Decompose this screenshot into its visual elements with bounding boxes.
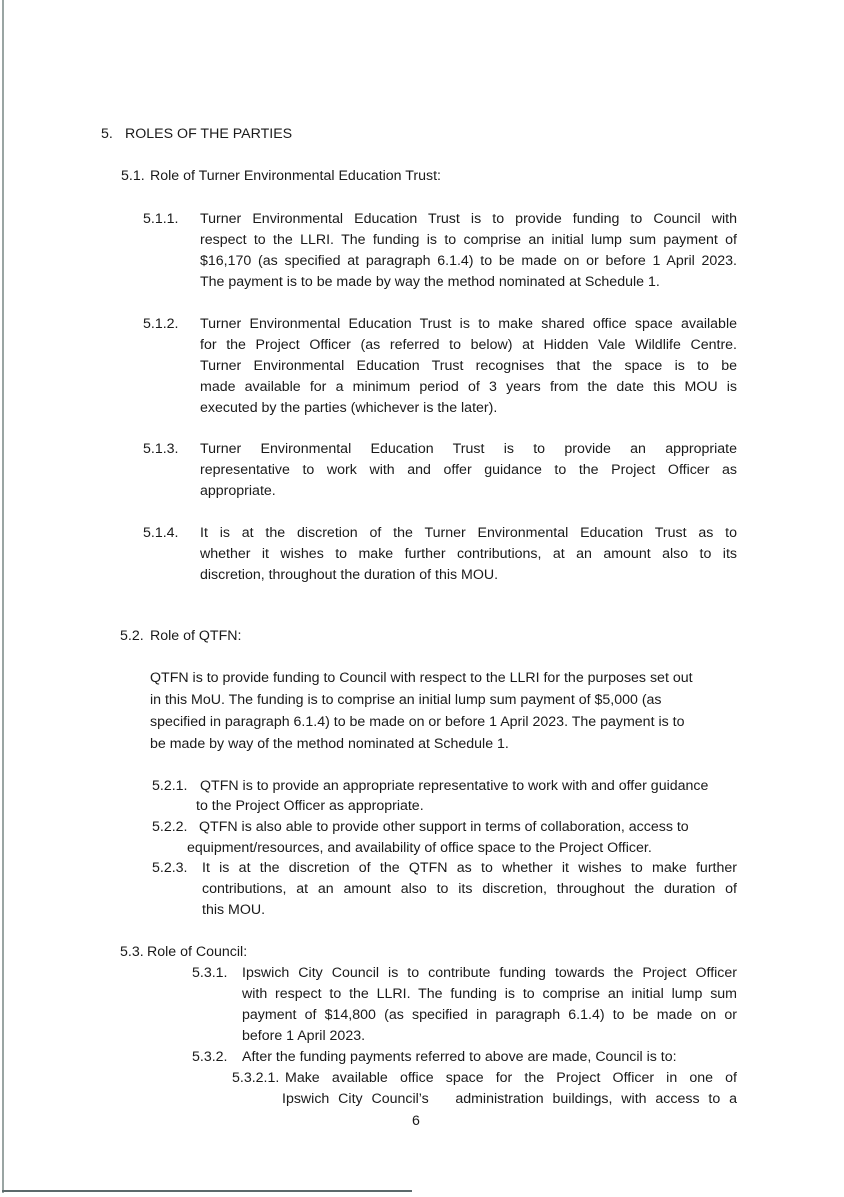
subsection-number: 5.3. — [120, 944, 144, 960]
subsection-title: Role of Council: — [147, 944, 248, 960]
section-title: ROLES OF THE PARTIES — [125, 126, 293, 142]
clause-line: this MOU. — [202, 902, 266, 918]
clause-line: Turner Environmental Education Trust is to provide an appropriate — [200, 441, 737, 457]
clause-number: 5.1.1. — [143, 211, 179, 227]
clause-line: representative to work with and offer guidance to the Project Officer as — [200, 462, 737, 478]
clause-line: $16,170 (as specified at paragraph 6.1.4) to be made on or before 1 April 2023. — [200, 253, 737, 269]
clause-line: whether it wishes to make further contributions, at an amount also to its — [200, 546, 737, 562]
clause-line: Turner Environmental Education Trust recognises that the space is to be — [200, 358, 737, 374]
clause-line: with respect to the LLRI. The funding is to comprise an initial lump sum — [242, 986, 737, 1002]
clause-line: Turner Environmental Education Trust is to provide funding to Council with — [200, 211, 737, 227]
subsection-title: Role of QTFN: — [150, 628, 242, 644]
clause-line: QTFN is also able to provide other support in terms of collaboration, access to — [199, 819, 689, 835]
clause-line: for the Project Officer (as referred to below) at Hidden Vale Wildlife Centre. — [200, 337, 737, 353]
page-bottom-border — [2, 1190, 412, 1192]
clause-line: QTFN is to provide an appropriate representative to work with and offer guidance — [200, 778, 709, 794]
clause-number: 5.3.2. — [192, 1049, 228, 1065]
clause-number: 5.1.4. — [143, 525, 179, 541]
subsection-title: Role of Turner Environmental Education Trust: — [150, 168, 441, 184]
clause-line: executed by the parties (whichever is the later). — [200, 400, 498, 416]
section-number: 5. — [101, 126, 113, 142]
clause-line: equipment/resources, and availability of office space to the Project Officer. — [187, 840, 652, 856]
subsection-number: 5.2. — [120, 628, 144, 644]
paragraph-line: in this MoU. The funding is to comprise an initial lump sum payment of $5,000 (as — [150, 692, 662, 708]
clause-line: It is at the discretion of the QTFN as to whether it wishes to make further — [202, 860, 737, 876]
page-number: 6 — [412, 1113, 420, 1129]
clause-line: made available for a minimum period of 3 years from the date this MOU is — [200, 379, 737, 395]
clause-line: discretion, throughout the duration of this MOU. — [200, 567, 499, 583]
clause-line: contributions, at an amount also to its discretion, throughout the duration of — [202, 881, 737, 897]
clause-line: Make available office space for the Project Officer in one of — [285, 1070, 737, 1086]
clause-line: It is at the discretion of the Turner Environmental Education Trust as to — [200, 525, 737, 541]
clause-number: 5.2.3. — [152, 860, 188, 876]
paragraph-line: QTFN is to provide funding to Council with respect to the LLRI for the purposes set out — [150, 670, 693, 686]
clause-number: 5.2.2. — [152, 819, 188, 835]
clause-line: to the Project Officer as appropriate. — [196, 798, 424, 814]
clause-line: Turner Environmental Education Trust is to make shared office space available — [200, 316, 737, 332]
clause-number: 5.1.3. — [143, 441, 179, 457]
page-left-border — [2, 0, 4, 1193]
clause-line: appropriate. — [200, 483, 276, 499]
clause-number: 5.3.1. — [192, 965, 228, 981]
clause-line: Ipswich City Council’s administration buildings, with access to a — [282, 1091, 737, 1107]
clause-line: After the funding payments referred to above are made, Council is to: — [242, 1049, 677, 1065]
subsection-number: 5.1. — [121, 168, 145, 184]
paragraph-line: be made by way of the method nominated at Schedule 1. — [150, 736, 509, 752]
clause-number: 5.2.1. — [152, 778, 188, 794]
clause-line: before 1 April 2023. — [242, 1028, 366, 1044]
paragraph-line: specified in paragraph 6.1.4) to be made on or before 1 April 2023. The payment is to — [150, 714, 685, 730]
clause-number: 5.1.2. — [143, 316, 179, 332]
clause-number: 5.3.2.1. — [232, 1070, 280, 1086]
clause-line: The payment is to be made by way the method nominated at Schedule 1. — [200, 274, 660, 290]
clause-line: payment of $14,800 (as specified in paragraph 6.1.4) to be made on or — [242, 1007, 737, 1023]
clause-line: Ipswich City Council is to contribute funding towards the Project Officer — [242, 965, 737, 981]
clause-line: respect to the LLRI. The funding is to comprise an initial lump sum payment of — [200, 232, 737, 248]
